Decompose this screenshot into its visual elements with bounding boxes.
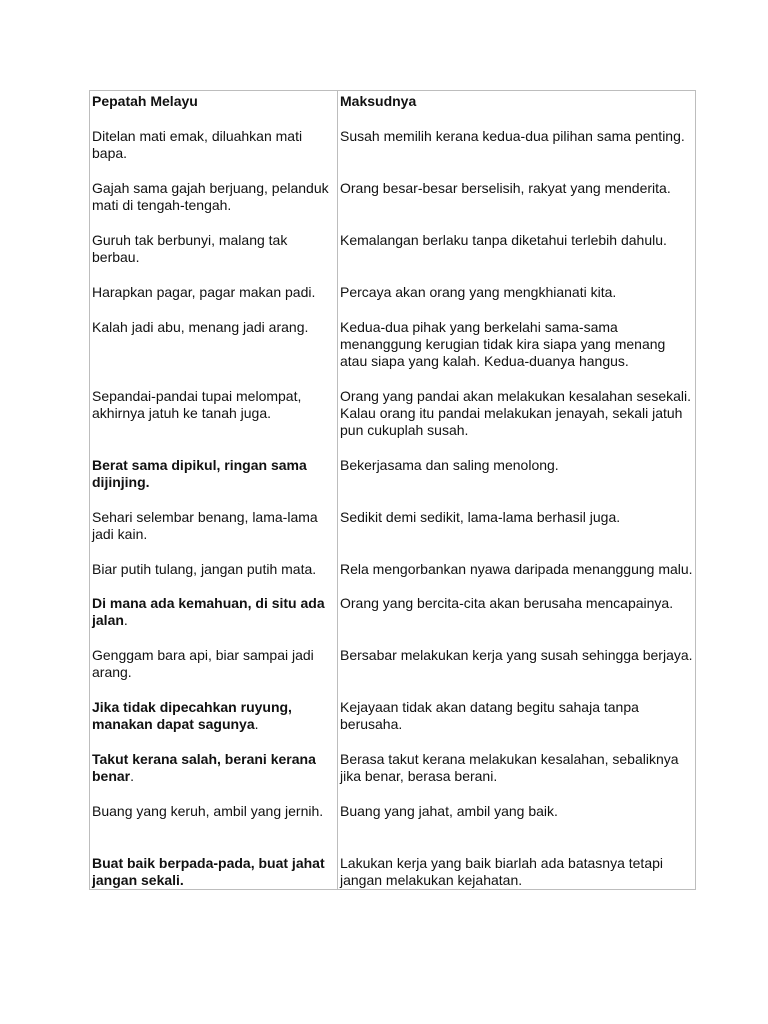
pepatah-cell	[90, 126, 338, 178]
pepatah-text: Takut kerana salah, berani kerana benar	[92, 751, 316, 784]
maksud-cell: Lakukan kerja yang baik biarlah ada batasnya tetapi jangan melakukan kejahatan.	[338, 853, 696, 890]
pepatah-text: Gajah sama gajah berjuang, pelanduk mati di tengah-tengah.	[92, 180, 329, 213]
pepatah-cell	[90, 593, 338, 645]
header-maksud: Maksudnya	[338, 91, 696, 127]
pepatah-text: Harapkan pagar, pagar makan padi.	[92, 284, 316, 300]
maksud-cell: Kemalangan berlaku tanpa diketahui terlebih dahulu.	[338, 230, 696, 282]
pepatah-cell	[90, 749, 338, 801]
pepatah-text: Buang yang keruh, ambil yang jernih.	[92, 803, 324, 819]
pepatah-text: Guruh tak berbunyi, malang tak berbau.	[92, 232, 288, 265]
pepatah-cell	[90, 559, 338, 593]
pepatah-cell	[90, 178, 338, 230]
table-row	[90, 178, 696, 230]
maksud-cell: Bekerjasama dan saling menolong.	[338, 455, 696, 507]
pepatah-text: Genggam bara api, biar sampai jadi arang.	[92, 647, 314, 680]
table-row	[90, 853, 696, 890]
table-row	[90, 593, 696, 645]
pepatah-cell	[90, 282, 338, 317]
maksud-cell: Berasa takut kerana melakukan kesalahan, sebaliknya jika benar, berasa berani.	[338, 749, 696, 801]
pepatah-cell	[90, 386, 338, 455]
pepatah-text: Kalah jadi abu, menang jadi arang.	[92, 319, 309, 335]
pepatah-suffix: .	[254, 716, 259, 732]
table-row	[90, 697, 696, 749]
table-row	[90, 559, 696, 593]
maksud-cell: Orang besar-besar berselisih, rakyat yang menderita.	[338, 178, 696, 230]
pepatah-suffix: .	[123, 612, 128, 628]
maksud-cell: Orang yang bercita-cita akan berusaha mencapainya.	[338, 593, 696, 645]
maksud-cell: Orang yang pandai akan melakukan kesalahan sesekali. Kalau orang itu pandai melakukan jenayah, sekali jatuh pun cukuplah susah.	[338, 386, 696, 455]
pepatah-text: Biar putih tulang, jangan putih mata.	[92, 561, 317, 577]
pepatah-cell	[90, 853, 338, 890]
pepatah-cell	[90, 317, 338, 386]
maksud-cell: Rela mengorbankan nyawa daripada menanggung malu.	[338, 559, 696, 593]
pepatah-table	[89, 90, 696, 890]
table-row	[90, 455, 696, 507]
pepatah-cell	[90, 801, 338, 853]
table-row	[90, 126, 696, 178]
pepatah-cell	[90, 455, 338, 507]
pepatah-cell	[90, 507, 338, 559]
pepatah-text: Jika tidak dipecahkan ruyung, manakan dapat sagunya	[92, 699, 292, 732]
maksud-cell: Sedikit demi sedikit, lama-lama berhasil juga.	[338, 507, 696, 559]
table-row	[90, 801, 696, 853]
table-row	[90, 386, 696, 455]
pepatah-text: Berat sama dipikul, ringan sama dijinjing.	[92, 457, 307, 490]
table-row	[90, 282, 696, 317]
table-row	[90, 645, 696, 697]
maksud-cell: Susah memilih kerana kedua-dua pilihan sama penting.	[338, 126, 696, 178]
maksud-cell: Percaya akan orang yang mengkhianati kita.	[338, 282, 696, 317]
header-pepatah: Pepatah Melayu	[90, 91, 338, 127]
pepatah-cell	[90, 645, 338, 697]
pepatah-text: Ditelan mati emak, diluahkan mati bapa.	[92, 128, 303, 161]
pepatah-text: Buat baik berpada-pada, buat jahat jangan sekali.	[92, 855, 325, 888]
pepatah-cell	[90, 230, 338, 282]
pepatah-text: Di mana ada kemahuan, di situ ada jalan	[92, 595, 325, 628]
table-row	[90, 507, 696, 559]
pepatah-suffix: .	[130, 768, 135, 784]
table-row	[90, 749, 696, 801]
maksud-cell: Bersabar melakukan kerja yang susah sehingga berjaya.	[338, 645, 696, 697]
pepatah-cell	[90, 697, 338, 749]
table-row	[90, 317, 696, 386]
table-row	[90, 230, 696, 282]
table-header-row	[90, 91, 696, 127]
pepatah-text: Sepandai-pandai tupai melompat, akhirnya jatuh ke tanah juga.	[92, 388, 302, 421]
maksud-cell: Kejayaan tidak akan datang begitu sahaja tanpa berusaha.	[338, 697, 696, 749]
maksud-cell: Kedua-dua pihak yang berkelahi sama-sama menanggung kerugian tidak kira siapa yang menang atau siapa yang kalah. Kedua-duanya hangus.	[338, 317, 696, 386]
maksud-cell: Buang yang jahat, ambil yang baik.	[338, 801, 696, 853]
pepatah-text: Sehari selembar benang, lama-lama jadi kain.	[92, 509, 318, 542]
